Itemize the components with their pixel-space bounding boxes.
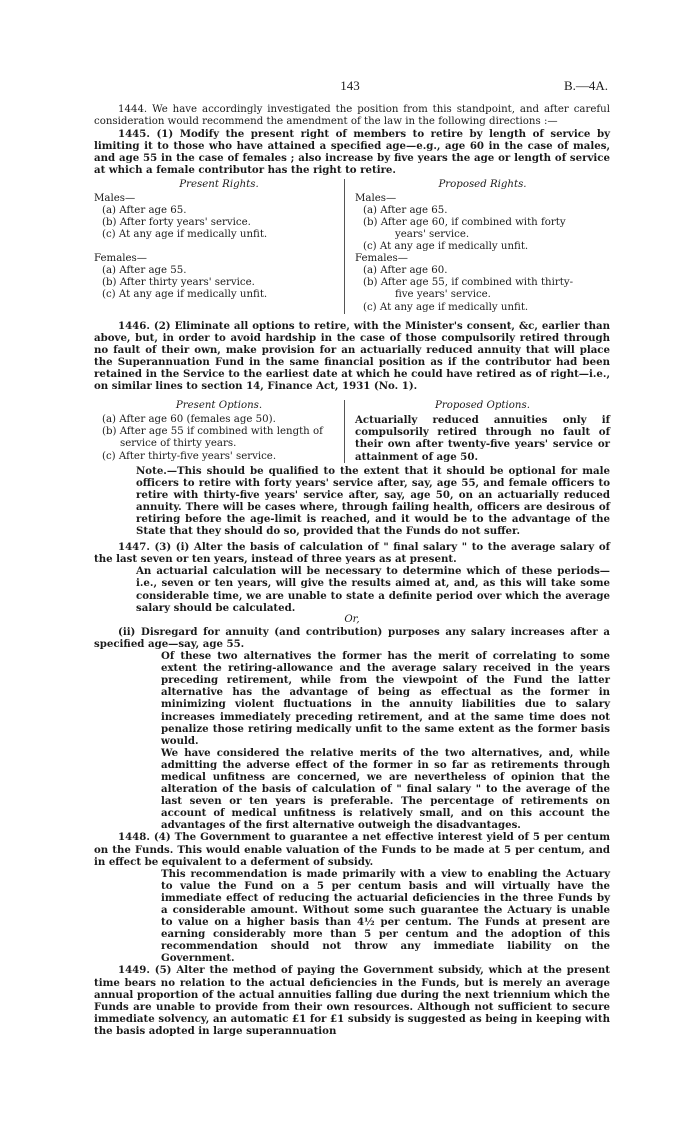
paragraph-1447-i-detail: An actuarial calculation will be necessary to determine which of these periods—i.e., seven or ten years, will give the results aimed at, and, as this will take some considerable time, we are unable to state a definite period over which the average salary should be calculated.	[136, 565, 610, 614]
paragraph-1447-i: 1447. (3) (i) Alter the basis of calculation of " final salary " to the average salary of the last seven or ten years, instead of three years as at present.	[94, 541, 610, 566]
proposed-option-text: Actuarially reduced annuities only if compulsorily retired through no fault of their own after twenty-five years' service or attainment of age 50.	[355, 414, 610, 463]
present-options-column	[94, 400, 344, 462]
proposed-females-label: Females—	[355, 253, 408, 265]
proposed-options-heading: Proposed Options.	[435, 400, 530, 412]
page-header	[0, 80, 700, 96]
paragraph-1447-ii-discussion: Of these two alternatives the former has the merit of correlating to some extent the retiring-allowance and the average salary received in the years preceding retirement, while from the viewpoint of the Fund the latter alternative has the advantage of being as effectual as the former in minimizing violent fluctuations in the annuity liabilities due to salary increases immediately preceding retirement, and at the same time does not penalize those retiring medically unfit to the same extent as the former basis would.	[161, 650, 610, 747]
proposed-females-item: (b) After age 55, if combined with thirty-	[363, 277, 574, 289]
proposed-males-label: Males—	[355, 192, 397, 204]
paragraph-1446: 1446. (2) Eliminate all options to retire, with the Minister's consent, &c, earlier than above, but, in order to avoid hardship in the case of those compulsorily retired through no fault of their own, make provision for an actuarially reduced annuity that will place the Superannuation Fund in the same financial position as if the contributor had been retained in the Service to the earliest date at which he could have retired as of right—i.e., on similar lines to section 14, Finance Act, 1931 (No. 1).	[94, 319, 610, 393]
present-option-item: (a) After age 60 (females age 50).	[102, 414, 276, 426]
present-rights-heading: Present Rights.	[179, 178, 259, 190]
proposed-males-item: (c) At any age if medically unfit.	[363, 241, 529, 253]
present-options-heading: Present Options.	[175, 400, 263, 412]
proposed-females-item: (c) At any age if medically unfit.	[363, 301, 529, 313]
present-option-item: (c) After thirty-five years' service.	[102, 450, 277, 462]
paragraph-1448: 1448. (4) The Government to guarantee a net effective interest yield of 5 per centum on the Funds. This would enable valuation of the Funds to be made at 5 per centum, and in effect be equivalent to a deferment of subsidy.	[94, 831, 610, 868]
paragraph-1447-ii: (ii) Disregard for annuity (and contribution) purposes any salary increases after a specified age—say, age 55.	[94, 625, 610, 650]
present-females-item: (a) After age 55.	[102, 265, 187, 277]
options-table	[94, 400, 610, 462]
document-body	[94, 104, 610, 1037]
proposed-males-item-continuation: years' service.	[395, 228, 470, 240]
present-females-item: (c) At any age if medically unfit.	[102, 289, 268, 301]
rights-table	[94, 179, 610, 314]
present-males-item: (a) After age 65.	[102, 204, 187, 216]
paragraph-1445: 1445. (1) Modify the present right of members to retire by length of service by limiting it to those who have attained a specified age—e.g., age 60 in the case of males, and age 55 in the case of females ; also increase by five years the age or length of service at which a female contributor has the right to retire.	[94, 128, 610, 177]
proposed-males-item: (b) After age 60, if combined with forty	[363, 216, 566, 228]
paragraph-1448-detail: This recommendation is made primarily with a view to enabling the Actuary to value the Fund on a 5 per centum basis and will virtually have the immediate effect of reducing the actuarial deficiencies in the three Funds by a considerable amount. Without some such guarantee the Actuary is unable to value on a higher basis than 4½ per centum. The Funds at present are earning considerably more than 5 per centum and the adoption of this recommendation should not throw any immediate liability on the Government.	[161, 867, 610, 965]
proposed-rights-heading: Proposed Rights.	[438, 178, 527, 190]
page-number: 143	[340, 78, 360, 93]
present-rights-column	[94, 179, 344, 314]
paragraph-1444: 1444. We have accordingly investigated the position from this standpoint, and after careful consideration would recommend the amendment of the law in the following directions :—	[94, 104, 610, 128]
present-option-item: (b) After age 55 if combined with length of	[102, 426, 323, 438]
present-females-label: Females—	[94, 253, 147, 265]
paragraph-1449: 1449. (5) Alter the method of paying the Government subsidy, which at the present time bears no relation to the actual deficiencies in the Funds, but is merely an average annual proportion of the actual annuities falling due during the next triennium which the Funds are unable to provide from their own resources. Although not sufficient to secure immediate solvency, an automatic £1 for £1 subsidy is suggested as being in keeping with the basis adopted in large superannuation	[94, 964, 610, 1037]
present-males-label: Males—	[94, 192, 136, 204]
present-males-item: (b) After forty years' service.	[102, 216, 251, 228]
present-males-item: (c) At any age if medically unfit.	[102, 228, 268, 240]
proposed-rights-column	[344, 179, 610, 314]
present-option-item-continuation: service of thirty years.	[120, 438, 237, 450]
note-paragraph: Note.—This should be qualified to the extent that it should be optional for male officers to retire with forty years' service after, say, age 55, and female officers to retire with thirty-five years' service after, say, age 50, on an actuarially reduced annuity. There will be cases where, through failing health, officers are desirous of retiring before the age-limit is reached, and it would be to the advantage of the State that they should do so, provided that the Funds do not suffer.	[136, 464, 610, 538]
present-females-item: (b) After thirty years' service.	[102, 277, 255, 289]
proposed-females-item: (a) After age 60.	[363, 265, 448, 277]
or-separator: Or,	[344, 613, 360, 625]
proposed-females-item-continuation: five years' service.	[395, 289, 491, 301]
document-reference: B.—4A.	[563, 78, 608, 93]
paragraph-1447-ii-conclusion: We have considered the relative merits of the two alternatives, and, while admitting the adverse effect of the former in so far as retirements through medical unfitness are concerned, we are nevertheless of opinion that the alteration of the basis of calculation of " final salary " to the average of the last seven or ten years is preferable. The percentage of retirements on account of medical unfitness is relatively small, and on this account the advantages of the first alternative outweigh the disadvantages.	[161, 746, 610, 832]
proposed-options-column	[344, 400, 610, 462]
proposed-males-item: (a) After age 65.	[363, 204, 448, 216]
